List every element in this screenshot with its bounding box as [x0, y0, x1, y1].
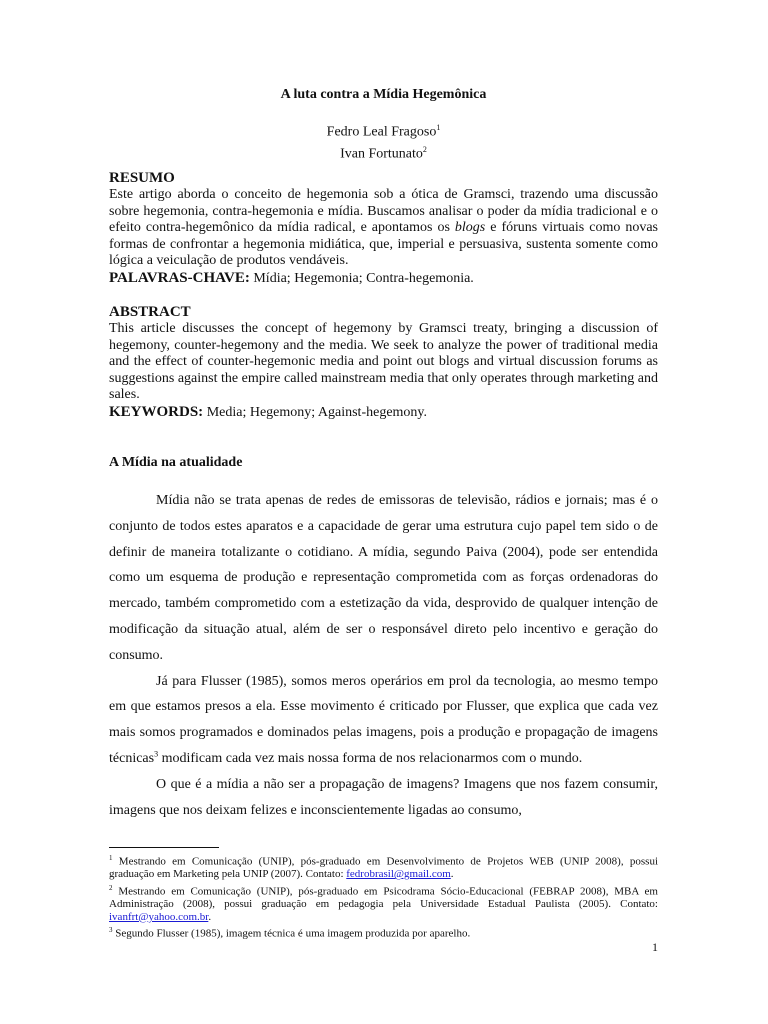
paragraph-2	[109, 669, 658, 772]
keywords-text: Mídia; Hegemonia; Contra-hegemonia.	[249, 270, 474, 286]
paragraph-text-part: modificam cada vez mais nossa forma de nos relacionarmos com o mundo.	[158, 750, 583, 766]
page-number: 1	[652, 940, 658, 954]
resumo-keywords	[109, 270, 658, 288]
footnote-text: Mestrando em Comunicação (UNIP), pós-graduado em Psicodrama Sócio-Educacional (FEBRAP 2008), MBA em Administração (2008), possui graduação em pedagogia pela Universidade Estadual Paulista (2005). Contato:	[109, 885, 658, 911]
author-list	[109, 119, 658, 162]
paragraph-1: Mídia não se trata apenas de redes de emissoras de televisão, rádios e jornais; mas é o conjunto de todos estes aparatos e a capacidade de gerar uma estrutura cujo papel tem sido o de definir de maneira totalizante o cotidiano. A mídia, segundo Paiva (2004), pode ser entendida como um esquema de produção e representação comprometida com as forças ordenadoras do mercado, também comprometido com a estetização da vida, desprovido de qualquer intenção de modificação da situação atual, além de ser o responsável direto pelo incentivo e geração do consumo.	[109, 493, 658, 663]
footnote-mark: 2	[422, 144, 427, 154]
author-name: Fedro Leal Fragoso	[326, 124, 437, 140]
section-heading: A Mídia na atualidade	[109, 455, 243, 470]
abstract-heading: ABSTRACT	[109, 304, 191, 320]
document-title: A luta contra a Mídia Hegemônica	[280, 87, 487, 102]
resumo-text-part: e fóruns virtuais como novas formas de confrontar a hegemonia midiática, que, imperial e persuasiva, sustenta somente como lógica a veiculação de produtos vendáveis.	[109, 220, 658, 269]
resumo-heading: RESUMO	[109, 170, 175, 186]
abstract-text: This article discusses the concept of hegemony by Gramsci treaty, bringing a discussion of hegemony, counter-hegemony and the media. We seek to analyze the power of traditional media and the effect of counter-hegemonic media and point out blogs and virtual discussion forums as suggestions against the empire called mainstream media that only operates through marketing and sales.	[109, 321, 658, 403]
resumo-section	[109, 170, 658, 288]
author-name: Ivan Fortunato	[340, 146, 423, 162]
resumo-text	[109, 187, 658, 270]
footnote-mark: 1	[436, 123, 441, 132]
document-page	[109, 0, 658, 1024]
footnote-mark: 3	[109, 926, 113, 935]
email-link-fedro[interactable]: fedrobrasil@gmail.com	[346, 868, 451, 881]
footnote-text: .	[208, 910, 212, 923]
body-text	[109, 488, 658, 823]
footnote-divider	[109, 847, 219, 848]
footnote-1	[109, 852, 658, 881]
footnote-text: Segundo Flusser (1985), imagem técnica é uma imagem produzida por aparelho.	[112, 927, 471, 940]
keywords-label: PALAVRAS-CHAVE:	[109, 269, 250, 286]
resumo-italic-term: blogs	[454, 220, 486, 236]
footnote-3	[109, 924, 658, 940]
footnote-2	[109, 882, 658, 923]
abstract-keywords	[109, 404, 658, 422]
paragraph-3: O que é a mídia a não ser a propagação de imagens? Imagens que nos fazem consumir, imagens que nos deixam felizes e inconscientemente ligadas ao consumo,	[109, 776, 658, 818]
footnote-text: Mestrando em Comunicação (UNIP), pós-graduado em Desenvolvimento de Projetos WEB (UNIP 2008), possui graduação em Marketing pela UNIP (2007). Contato:	[109, 855, 658, 881]
footnote-text: .	[450, 868, 454, 881]
author-1	[109, 119, 658, 141]
author-2	[109, 141, 658, 163]
email-link-ivan[interactable]: ivanfrt@yahoo.com.br	[109, 910, 209, 923]
footnotes	[109, 852, 658, 942]
resumo-text-part: Este artigo aborda o conceito de hegemonia sob a ótica de Gramsci, trazendo uma discussão sobre hegemonia, contra-hegemonia e mídia. Buscamos analisar o poder da mídia tradicional e o efeito contra-hegemônico da mídia radical, e apontamos os	[109, 187, 658, 236]
footnote-mark: 1	[109, 854, 113, 862]
footnote-mark: 2	[109, 883, 113, 892]
keywords-text: Media; Hegemony; Against-hegemony.	[203, 404, 428, 420]
keywords-label: KEYWORDS:	[109, 403, 204, 420]
footnote-mark: 3	[154, 749, 159, 759]
abstract-section	[109, 304, 658, 422]
paragraph-text-part: Já para Flusser (1985), somos meros operários em prol da tecnologia, ao mesmo tempo em que estamos presos a ela. Esse movimento é criticado por Flusser, que explica que cada vez mais somos programados e dominados pelas imagens, pois a produção e propagação de imagens técnicas	[109, 673, 658, 766]
